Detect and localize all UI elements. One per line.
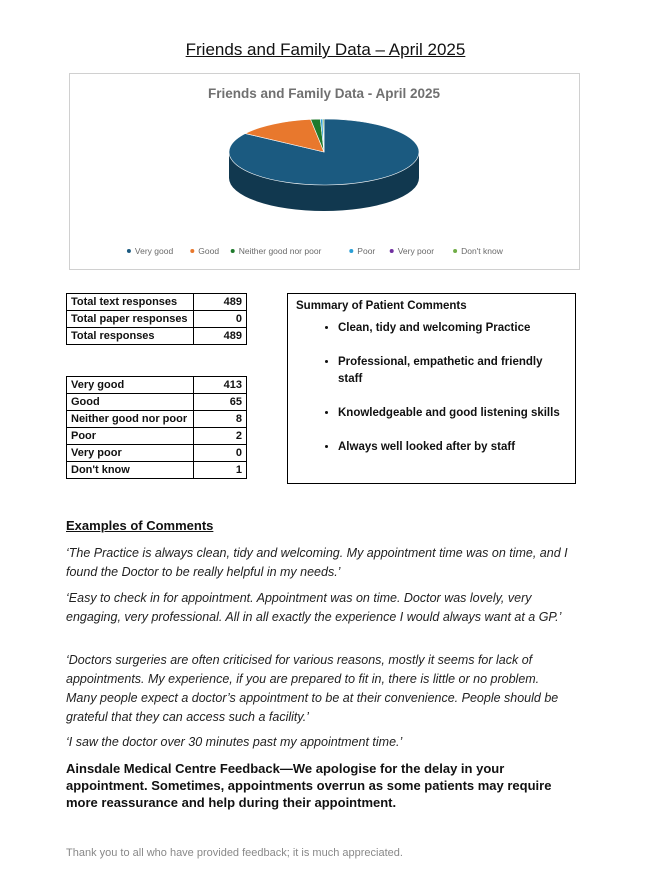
legend-marker-very-poor xyxy=(390,249,394,253)
table-row xyxy=(67,462,247,479)
row-value: 489 xyxy=(194,328,247,345)
legend-label-neither-good-nor-poor: Neither good nor poor xyxy=(238,246,322,256)
row-label: Poor xyxy=(67,428,194,445)
row-label: Don't know xyxy=(67,462,194,479)
legend-label-don-t-know: Don't know xyxy=(461,246,503,256)
row-label: Total text responses xyxy=(67,294,194,311)
table-row xyxy=(67,311,247,328)
list-item: • Professional, empathetic and friendly staff xyxy=(338,354,567,388)
legend-marker-neither-good-nor-poor xyxy=(231,249,235,253)
list-item: • Knowledgeable and good listening skills xyxy=(338,405,567,422)
legend-marker-don-t-know xyxy=(453,249,457,253)
row-value: 8 xyxy=(194,411,247,428)
list-item: • Clean, tidy and welcoming Practice xyxy=(338,320,567,337)
row-label: Total paper responses xyxy=(67,311,194,328)
examples-heading: Examples of Comments xyxy=(66,518,214,533)
row-value: 1 xyxy=(194,462,247,479)
table-row xyxy=(67,445,247,462)
summary-heading: Summary of Patient Comments xyxy=(296,300,467,312)
practice-response: Ainsdale Medical Centre Feedback—We apologise for the delay in your appointment. Sometimes, appointments overrun as some patients may require more reassurance and help during their appointment. xyxy=(66,761,552,810)
row-value: 2 xyxy=(194,428,247,445)
responses-table xyxy=(66,293,247,345)
legend-label-very-poor: Very poor xyxy=(397,246,435,256)
comment-text: ‘I saw the doctor over 30 minutes past my appointment time.’ xyxy=(66,735,403,749)
pie-slices xyxy=(229,119,419,211)
row-label: Very poor xyxy=(67,445,194,462)
thanks-note: Thank you to all who have provided feedback; it is much appreciated. xyxy=(66,847,403,859)
legend-marker-good xyxy=(190,249,194,253)
document-title: Friends and Family Data – April 2025 xyxy=(185,40,466,59)
legend-marker-very-good xyxy=(127,249,131,253)
row-value: 489 xyxy=(194,294,247,311)
row-value: 0 xyxy=(194,445,247,462)
summary-list xyxy=(296,320,567,456)
ratings-table xyxy=(66,376,247,479)
legend-label-good: Good xyxy=(198,246,220,256)
row-label: Very good xyxy=(67,377,194,394)
pie-chart-svg xyxy=(70,74,579,269)
row-value: 413 xyxy=(194,377,247,394)
table-row xyxy=(67,394,247,411)
list-item: • Always well looked after by staff xyxy=(338,439,567,456)
table-row xyxy=(67,377,247,394)
row-label: Neither good nor poor xyxy=(67,411,194,428)
table-row xyxy=(67,428,247,445)
legend-label-poor: Poor xyxy=(357,246,376,256)
chart-title: Friends and Family Data - April 2025 xyxy=(207,86,441,101)
row-label: Good xyxy=(67,394,194,411)
chart-legend xyxy=(127,246,504,256)
table-row xyxy=(67,328,247,345)
row-value: 0 xyxy=(194,311,247,328)
comment-text: ‘Easy to check in for appointment. Appointment was on time. Doctor was lovely, very engaging, very professional. All in all exactly the experience I would always want at a GP.’ xyxy=(66,591,562,624)
legend-marker-poor xyxy=(349,249,353,253)
table-row xyxy=(67,411,247,428)
legend-label-very-good: Very good xyxy=(134,246,174,256)
comment-text: ‘The Practice is always clean, tidy and welcoming. My appointment time was on time, and I found the Doctor to be really helpful in my needs.’ xyxy=(66,546,568,579)
row-label: Total responses xyxy=(67,328,194,345)
summary-box xyxy=(287,293,576,484)
table-row xyxy=(67,294,247,311)
comment-text: ‘Doctors surgeries are often criticised for various reasons, mostly it seems for lack of appointments. My experience, if you are prepared to fit in, there is little or no problem. Many people expect a doctor’s appointment to be at their convenience. People should be grateful that they can access such a facility.’ xyxy=(66,653,559,724)
row-value: 65 xyxy=(194,394,247,411)
pie-chart xyxy=(69,73,580,270)
